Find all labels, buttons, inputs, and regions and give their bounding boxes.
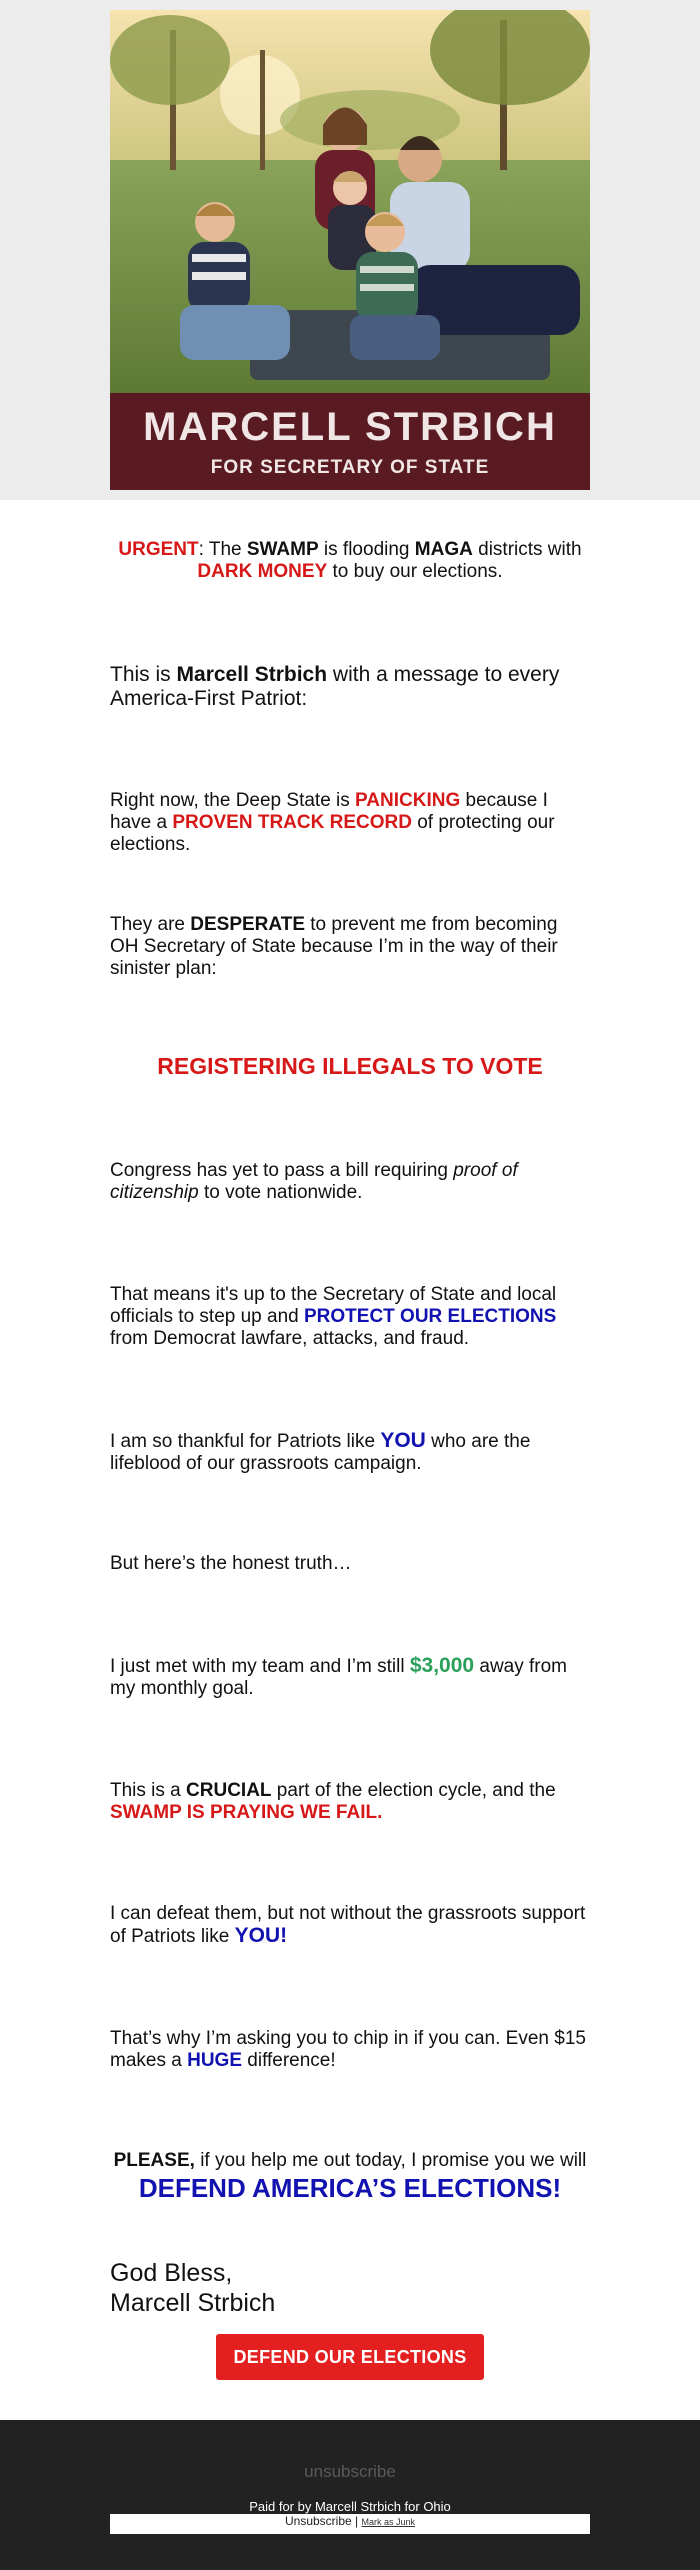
signoff: God Bless, Marcell Strbich — [110, 2259, 276, 2317]
footer — [0, 2420, 700, 2570]
means-paragraph: That means it's up to the Secretary of State and local officials to step up and PROTECT OUR ELECTIONS from Democrat lawfare, attacks, and fraud. — [110, 1284, 557, 1349]
right-now-paragraph: Right now, the Deep State is PANICKING because I have a PROVEN TRACK RECORD of protecting our elections. — [110, 790, 555, 855]
goal-amount: $3,000 — [409, 1654, 475, 1677]
thankful-paragraph: I am so thankful for Patriots like YOU who are the lifeblood of our grassroots campaign. — [110, 1429, 531, 1474]
crucial-paragraph: This is a CRUCIAL part of the election cycle, and the SWAMP IS PRAYING WE FAIL. — [110, 1780, 556, 1823]
congress-paragraph: Congress has yet to pass a bill requiring proof of citizenship to vote nationwide. — [110, 1160, 518, 1203]
unsubscribe-small-link[interactable]: Unsubscribe — [284, 2514, 352, 2528]
desperate-paragraph: They are DESPERATE to prevent me from becoming OH Secretary of State because I’m in the way of their sinister plan: — [110, 914, 558, 979]
footer-links-strip: Unsubscribe | Mark as Junk — [110, 2514, 590, 2534]
intro-paragraph: URGENT: The SWAMP is flooding MAGA districts with DARK MONEY to buy our elections. — [118, 539, 582, 582]
honest-paragraph: But here’s the honest truth… — [110, 1553, 352, 1574]
team-paragraph: I just met with my team and I’m still $3,000 away from my monthly goal. — [110, 1654, 568, 1699]
unsubscribe-link[interactable]: unsubscribe — [304, 2462, 396, 2481]
defend-elections-button[interactable]: DEFEND OUR ELECTIONS — [216, 2334, 484, 2380]
candidate-name: MARCELL STRBICH — [143, 405, 557, 449]
this-is-paragraph: This is Marcell Strbich with a message to every America-First Patriot: — [110, 663, 560, 710]
hero-banner — [110, 393, 590, 490]
please-paragraph: PLEASE, if you help me out today, I promise you we will DEFEND AMERICA’S ELECTIONS! — [113, 2150, 587, 2203]
defend-slogan: DEFEND AMERICA’S ELECTIONS! — [138, 2173, 562, 2203]
defeat-paragraph: I can defeat them, but not without the grassroots support of Patriots like YOU! — [110, 1903, 586, 1947]
urgent-label: URGENT — [118, 539, 199, 560]
chip-in-paragraph: That’s why I’m asking you to chip in if you can. Even $15 makes a HUGE difference! — [110, 2028, 586, 2071]
hero-image — [110, 10, 590, 490]
family-photo — [110, 10, 590, 393]
candidate-office: FOR SECRETARY OF STATE — [210, 457, 490, 478]
paid-for-disclaimer: Paid for by Marcell Strbich for Ohio — [249, 2499, 451, 2514]
headline: REGISTERING ILLEGALS TO VOTE — [157, 1053, 543, 1079]
mark-as-junk-link[interactable]: Mark as Junk — [361, 2517, 416, 2527]
